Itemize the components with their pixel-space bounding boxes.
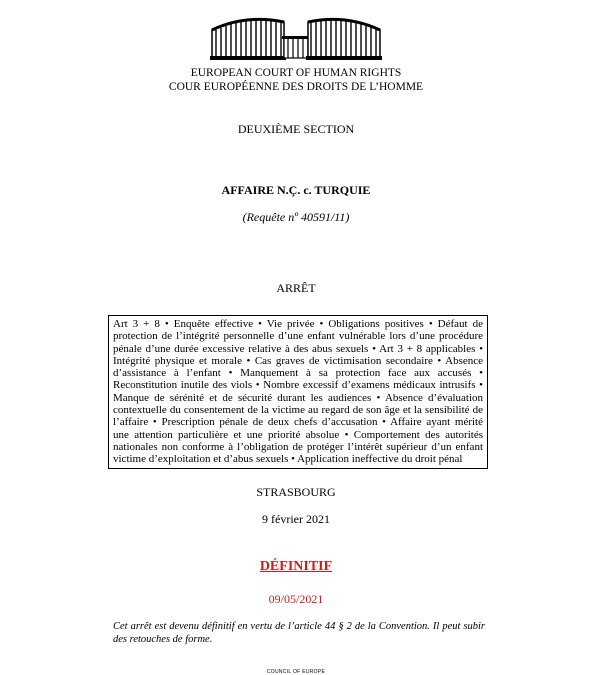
case-title: AFFAIRE N.Ç. c. TURQUIE: [221, 183, 371, 197]
court-building-logo: [206, 8, 386, 64]
judgment-date: 9 février 2021: [262, 512, 330, 526]
section-heading: DEUXIÈME SECTION: [237, 122, 355, 136]
keywords-box: [108, 315, 488, 469]
central-block-icon: [282, 36, 310, 58]
left-drum-icon: [210, 19, 286, 60]
keywords-line: nationales non conforme à l’obligation de protéger l’intérêt supérieur d’un enfant: [113, 440, 483, 453]
court-name-en: EUROPEAN COURT OF HUMAN RIGHTS: [190, 67, 402, 79]
final-date: 09/05/2021: [268, 592, 324, 606]
finality-note: Cet arrêt est devenu définitif en vertu de l’article 44 § 2 de la Convention. Il peut subir des retouches de forme.: [113, 621, 485, 645]
keywords-line: Reconstitution inutile des viols • Nombre excessif d’examens médicaux intrusifs •: [113, 379, 483, 392]
keywords-line: Manque de sérénité et de sécurité durant les audiences • Absence d’évaluation: [113, 391, 483, 404]
place: STRASBOURG: [256, 485, 336, 499]
court-name-fr: COUR EUROPÉENNE DES DROITS DE L’HOMME: [168, 81, 424, 93]
keywords-line: Art 3 + 8 • Enquête effective • Vie privée • Obligations positives • Défaut de: [113, 318, 483, 330]
application-number: (Requête nº 40591/11): [242, 210, 350, 224]
right-drum-icon: [306, 19, 382, 60]
keywords-line: l’affaire • Prescription pénale de deux chefs d’accusation • Affaire ayant mérité: [113, 416, 483, 429]
judgment-label: ARRÊT: [276, 281, 316, 295]
keywords-line: d’assistance à l’enfant • Manquement à sa protection face aux accusés •: [113, 367, 483, 380]
keywords-line: une attention particulière et une priorité absolue • Comportement des autorités: [113, 428, 483, 441]
keywords-line: pénale d’une durée excessive relative à des abus sexuels • Art 3 + 8 applicables •: [113, 342, 483, 355]
footer-council: COUNCIL OF EUROPE: [266, 669, 326, 675]
keywords-line: victime d’exploitation et d’abus sexuels • Application ineffective du droit pénal: [113, 453, 463, 466]
final-label: DÉFINITIF: [259, 559, 333, 574]
keywords-line: Intégrité physique et morale • Cas graves de victimisation secondaire • Absence: [113, 354, 483, 367]
keywords-line: contextuelle du consentement de la victime au regard de son âge et la sensibilité de: [113, 404, 483, 417]
keywords-line: protection de l’intégrité personnelle d’une enfant vulnérable lors d’une procédure: [113, 330, 483, 343]
